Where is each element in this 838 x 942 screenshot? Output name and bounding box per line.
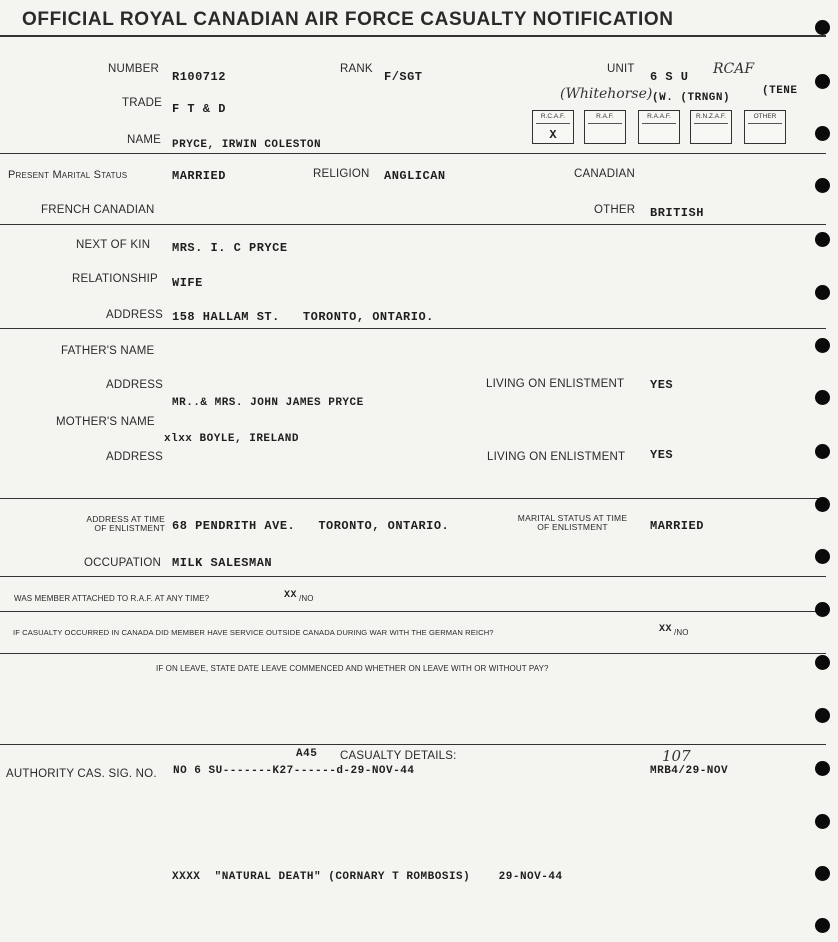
mother-label: MOTHER'S NAME xyxy=(56,416,155,428)
service-box-raaf: R.A.A.F. xyxy=(638,110,680,144)
mother-living-value: YES xyxy=(650,448,674,462)
relationship-label: RELATIONSHIP xyxy=(72,273,158,285)
form-title: OFFICIAL ROYAL CANADIAN AIR FORCE CASUALTY NOTIFICATION xyxy=(22,9,674,30)
outside-canada-answer: XX xyxy=(659,624,673,635)
punch-hole xyxy=(815,549,830,564)
enlistment-marital-label: MARITAL STATUS AT TIME OF ENLISTMENT xyxy=(517,513,628,532)
rule-1 xyxy=(0,153,826,154)
punch-hole xyxy=(815,866,830,881)
occupation-value: MILK SALESMAN xyxy=(172,556,273,570)
punch-hole xyxy=(815,20,830,35)
service-box-rcaf: R.C.A.F. X xyxy=(532,110,574,144)
punch-hole xyxy=(815,444,830,459)
punch-hole xyxy=(815,390,830,405)
punch-hole xyxy=(815,74,830,89)
mother-value: xlxx BOYLE, IRELAND xyxy=(164,433,299,445)
enlistment-address-value: 68 PENDRITH AVE. TORONTO, ONTARIO. xyxy=(172,519,450,533)
rule-2 xyxy=(0,224,826,225)
marital-label: Present Marital Status xyxy=(8,169,128,181)
casualty-detail-line: XXXX "NATURAL DEATH" (CORNARY T ROMBOSIS) 29-NOV-44 xyxy=(172,871,563,883)
rule-5 xyxy=(0,576,826,577)
unit-typed-extra: (W. (TRNGN) xyxy=(652,92,731,104)
casualty-a-code: A45 xyxy=(296,748,318,760)
father-address-value: MR..& MRS. JOHN JAMES PRYCE xyxy=(172,397,364,409)
authority-label: AUTHORITY CAS. SIG. NO. xyxy=(6,768,157,780)
punch-hole xyxy=(815,338,830,353)
punch-hole xyxy=(815,126,830,141)
father-living-label: LIVING ON ENLISTMENT xyxy=(486,378,625,390)
raf-attached-suffix: /NO xyxy=(299,594,314,603)
rank-label: RANK xyxy=(340,63,373,75)
raf-attached-answer: XX xyxy=(284,590,298,601)
unit-handwritten: RCAF xyxy=(713,61,755,77)
ref-handwritten: 107 xyxy=(662,747,691,765)
unit-typed-extra-2: (TENE xyxy=(762,85,798,97)
rule-6 xyxy=(0,611,826,612)
next-of-kin-label: NEXT OF KIN xyxy=(76,239,151,251)
canadian-label: CANADIAN xyxy=(574,168,636,180)
rank-value: F/SGT xyxy=(384,70,423,84)
french-canadian-label: FRENCH CANADIAN xyxy=(41,204,155,216)
rule-8 xyxy=(0,744,826,745)
enlistment-address-label: ADDRESS AT TIME OF ENLISTMENT xyxy=(86,514,165,533)
father-address-label: ADDRESS xyxy=(106,379,163,391)
punch-hole xyxy=(815,814,830,829)
punch-hole xyxy=(815,708,830,723)
punch-hole xyxy=(815,655,830,670)
number-label: NUMBER xyxy=(108,63,160,75)
casualty-details-label: CASUALTY DETAILS: xyxy=(340,750,457,762)
name-label: NAME xyxy=(127,134,162,146)
unit-label: UNIT xyxy=(607,63,635,75)
marital-value: MARRIED xyxy=(172,169,226,183)
authority-value: NO 6 SU-------K27------d-29-NOV-44 xyxy=(173,765,415,777)
punch-hole xyxy=(815,918,830,933)
punch-hole xyxy=(815,232,830,247)
unit-value: 6 S U xyxy=(650,70,689,84)
leave-question: IF ON LEAVE, STATE DATE LEAVE COMMENCED AND WHETHER ON LEAVE WITH OR WITHOUT PAY? xyxy=(156,664,549,673)
punch-hole xyxy=(815,178,830,193)
punch-hole xyxy=(815,761,830,776)
trade-value: F T & D xyxy=(172,102,226,116)
nok-address-value: 158 HALLAM ST. TORONTO, ONTARIO. xyxy=(172,310,434,324)
mother-address-label: ADDRESS xyxy=(106,451,163,463)
father-label: FATHER'S NAME xyxy=(61,345,155,357)
rule-7 xyxy=(0,653,826,654)
father-living-value: YES xyxy=(650,378,674,392)
service-box-other: OTHER xyxy=(744,110,786,144)
next-of-kin-value: MRS. I. C PRYCE xyxy=(172,241,288,255)
number-value: R100712 xyxy=(172,70,226,84)
service-box-raf: R.A.F. xyxy=(584,110,626,144)
ref-value: MRB4/29-NOV xyxy=(650,765,729,777)
relationship-value: WIFE xyxy=(172,276,203,290)
occupation-label: OCCUPATION xyxy=(84,557,161,569)
mother-living-label: LIVING ON ENLISTMENT xyxy=(487,451,626,463)
trade-label: TRADE xyxy=(122,97,162,109)
service-box-rnzaf: R.N.Z.A.F. xyxy=(690,110,732,144)
punch-hole xyxy=(815,285,830,300)
punch-hole xyxy=(815,602,830,617)
title-rule xyxy=(0,35,826,37)
enlistment-marital-value: MARRIED xyxy=(650,519,704,533)
nok-address-label: ADDRESS xyxy=(106,309,163,321)
handwritten-location: (Whitehorse) xyxy=(560,86,653,102)
name-value: PRYCE, IRWIN COLESTON xyxy=(172,139,322,151)
punch-hole xyxy=(815,497,830,512)
rule-3 xyxy=(0,328,826,329)
other-value: BRITISH xyxy=(650,206,704,220)
outside-canada-question: IF CASUALTY OCCURRED IN CANADA DID MEMBER HAVE SERVICE OUTSIDE CANADA DURING WAR WITH THE GERMAN REICH? xyxy=(13,628,494,637)
religion-label: RELIGION xyxy=(313,168,370,180)
outside-canada-suffix: /NO xyxy=(674,628,689,637)
religion-value: ANGLICAN xyxy=(384,169,446,183)
raf-attached-question: WAS MEMBER ATTACHED TO R.A.F. AT ANY TIME? xyxy=(14,594,210,603)
rule-4 xyxy=(0,498,826,499)
other-label: OTHER xyxy=(594,204,636,216)
